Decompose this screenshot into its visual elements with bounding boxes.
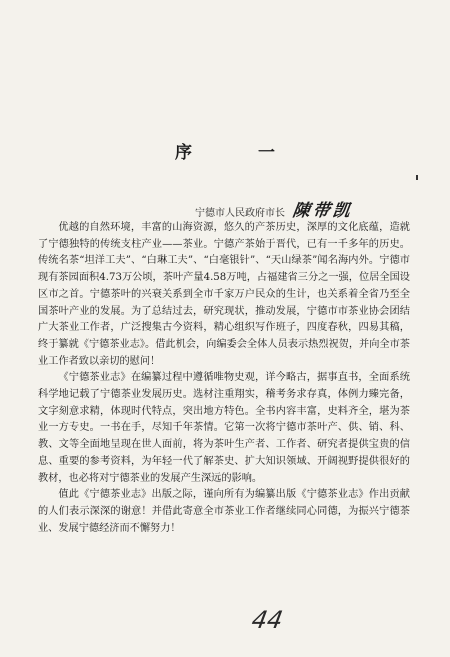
margin-mark bbox=[416, 175, 418, 180]
author-line bbox=[195, 196, 425, 221]
page-title: 序 一 bbox=[175, 143, 305, 163]
body-text bbox=[38, 220, 410, 537]
paragraph-2: 《宁德茶业志》在编纂过程中遵循唯物史观，详今略古，据事直书，全面系统科学地记载了宁德茶业发展历史。选材注重翔实，稽考务求存真，体例力臻完备，文字刻意求精，体现时代特点，突出地方特色。全书内容丰富，史料齐全，堪为茶业一方专史。一书在手，尽知千年茶情。它第一次将宁德市茶叶产、供、销、科、教、文等全面地呈现在世人面前，将为茶叶生产者、工作者、研究者提供宝贵的信息、重要的参考资料，为年轻一代了解茶史、扩大知识领域、开阔视野提供很好的教材，也必将对宁德茶业的发展产生深远的影响。 bbox=[38, 372, 410, 484]
author-signature: 陳带凯 bbox=[291, 201, 355, 221]
page-number: 44 bbox=[249, 606, 286, 634]
paragraph-3: 值此《宁德茶业志》出版之际，谨向所有为编纂出版《宁德茶业志》作出贡献的人们表示深深的谢意！并借此寄意全市茶业工作者继续同心同德，为振兴宁德茶业、发展宁德经济而不懈努力！ bbox=[38, 489, 410, 534]
author-title: 宁德市人民政府市长 bbox=[195, 208, 285, 219]
paragraph-1: 优越的自然环境，丰富的山海资源，悠久的产茶历史，深厚的文化底蕴，造就了宁德独特的传统支柱产业——茶业。宁德产茶始于晋代，已有一千多年的历史。传统名茶“坦洋工夫”、“白琳工夫”、“白毫银针”、“天山绿茶”闻名海内外。宁德市现有茶园面积4.73万公顷，茶叶产量4.58万吨，占福建省三分之一强，位居全国设区市之首。宁德茶叶的兴衰关系到全市千家万户民众的生计，也关系着全省乃至全国茶叶产业的发展。为了总结过去，研究现状，推动发展，宁德市市茶业协会团结广大茶业工作者，广泛搜集古今资料，精心组织写作班子，四度春秋，四易其稿，终于纂就《宁德茶业志》。借此机会，向编委会全体人员表示热烈祝贺，并向全市茶业工作者致以亲切的慰问！ bbox=[38, 222, 410, 367]
